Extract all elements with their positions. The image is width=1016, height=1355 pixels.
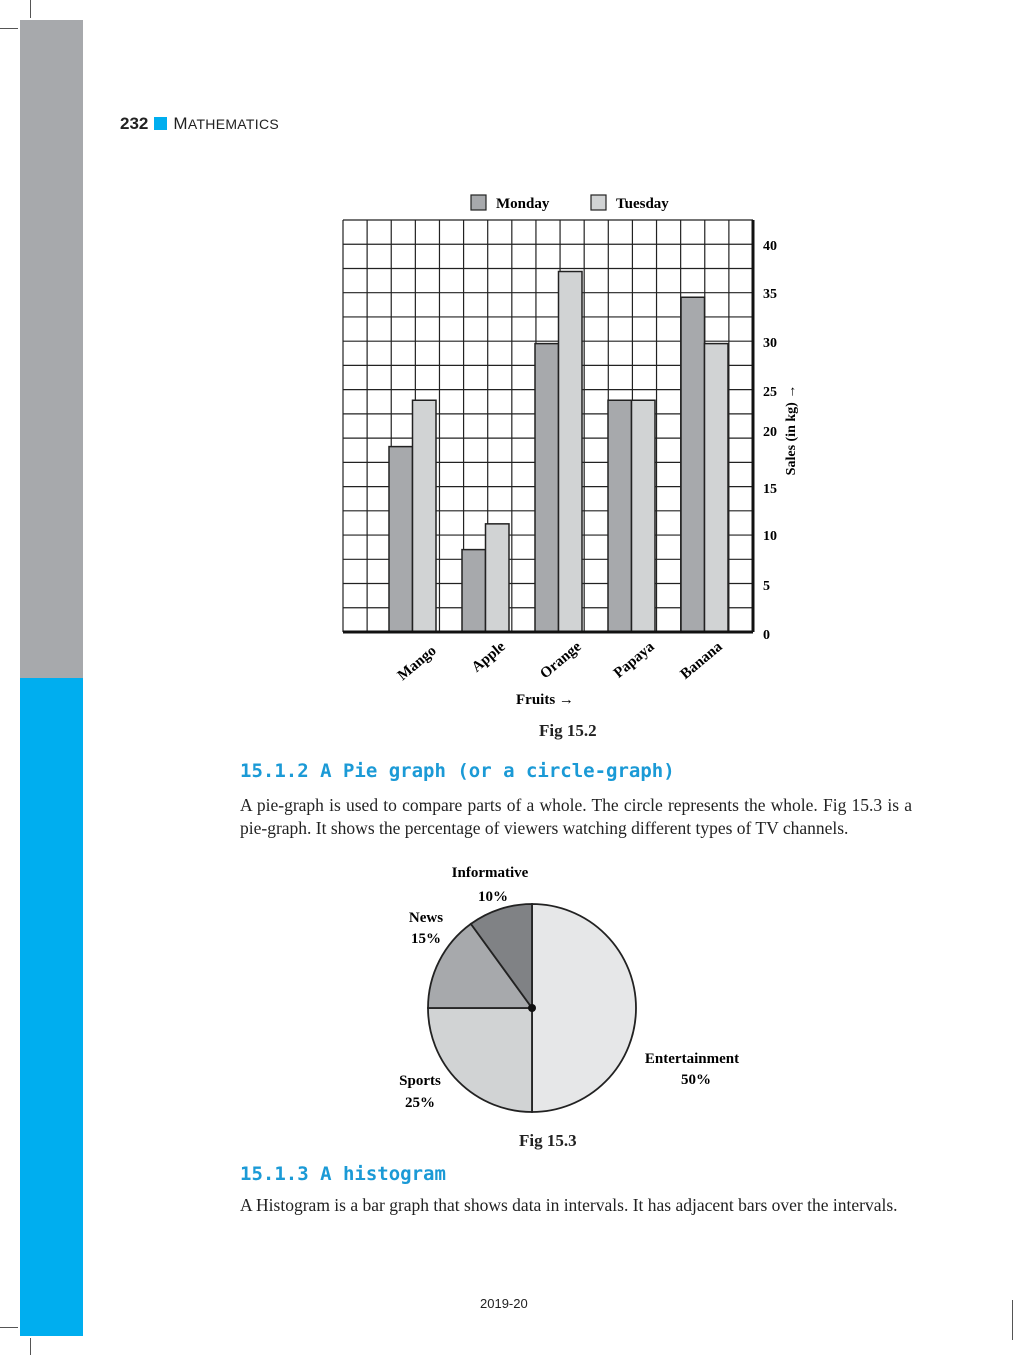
bar-monday-apple xyxy=(462,550,486,632)
page-number: 232 xyxy=(120,114,149,133)
y-tick-label: 40 xyxy=(763,239,777,254)
pie-value-informative: 10% xyxy=(478,889,508,905)
pie-label-informative: Informative xyxy=(451,865,529,881)
section-heading-pie: 15.1.2 A Pie graph (or a circle-graph) xyxy=(240,760,675,782)
y-tick-label: 15 xyxy=(763,482,777,497)
y-tick-label: 30 xyxy=(763,336,777,351)
bar-monday-orange xyxy=(535,344,559,632)
legend-label-monday: Monday xyxy=(496,196,550,212)
legend-label-tuesday: Tuesday xyxy=(616,196,669,212)
x-category-apple: Apple xyxy=(468,638,509,676)
pie-value-sports: 25% xyxy=(405,1095,435,1111)
legend-swatch-monday xyxy=(471,195,486,210)
pie-label-entertainment: Entertainment xyxy=(644,1051,740,1067)
y-tick-label: 20 xyxy=(763,425,777,440)
x-category-orange: Orange xyxy=(537,638,585,683)
x-category-papaya: Papaya xyxy=(610,638,658,682)
legend-swatch-tuesday xyxy=(591,195,606,210)
y-axis-label: Sales (in kg) → xyxy=(784,384,799,476)
paragraph-pie: A pie-graph is used to compare parts of a whole. The circle represents the whole. Fig 15.3 is a pie-graph. It shows the percentage of viewers watching different types of TV channels. xyxy=(240,795,912,838)
footer-year: 2019-20 xyxy=(480,1296,528,1311)
pie-center-dot xyxy=(528,1004,536,1012)
bar-tuesday-banana xyxy=(705,344,729,632)
pie-value-news: 15% xyxy=(411,931,441,947)
bar-tuesday-papaya xyxy=(632,400,656,632)
pie-label-sports: Sports xyxy=(399,1073,441,1089)
pie-label-news: News xyxy=(408,910,444,926)
figure-caption-15-2: Fig 15.2 xyxy=(539,721,597,740)
bar-tuesday-mango xyxy=(413,400,437,632)
pie-value-entertainment: 50% xyxy=(681,1072,711,1088)
section-heading-histogram: 15.1.3 A histogram xyxy=(240,1163,446,1185)
crop-mark xyxy=(1012,1300,1013,1340)
bar-tuesday-orange xyxy=(559,272,583,633)
y-tick-label: 10 xyxy=(763,529,777,544)
pie-chart xyxy=(0,855,1016,1115)
bar-monday-papaya xyxy=(608,400,632,632)
bar-monday-mango xyxy=(389,447,413,632)
header-title: MATHEMATICS xyxy=(173,114,279,133)
figure-caption-15-3: Fig 15.3 xyxy=(519,1131,577,1150)
bar-tuesday-apple xyxy=(486,524,510,632)
x-category-mango: Mango xyxy=(394,642,440,684)
x-axis-label: Fruits → xyxy=(516,692,574,708)
crop-mark xyxy=(30,1338,31,1355)
bar-monday-banana xyxy=(681,297,705,632)
y-tick-label: 5 xyxy=(763,579,770,594)
x-category-banana: Banana xyxy=(677,638,726,683)
pie-slice-sports xyxy=(428,1008,532,1112)
y-tick-label: 35 xyxy=(763,287,777,302)
pie-slice-entertainment xyxy=(532,904,636,1112)
paragraph-histogram: A Histogram is a bar graph that shows data in intervals. It has adjacent bars over the intervals. xyxy=(240,1195,898,1215)
y-tick-label: 25 xyxy=(763,385,777,400)
y-tick-label: 0 xyxy=(763,628,770,643)
crop-mark xyxy=(0,1327,18,1328)
